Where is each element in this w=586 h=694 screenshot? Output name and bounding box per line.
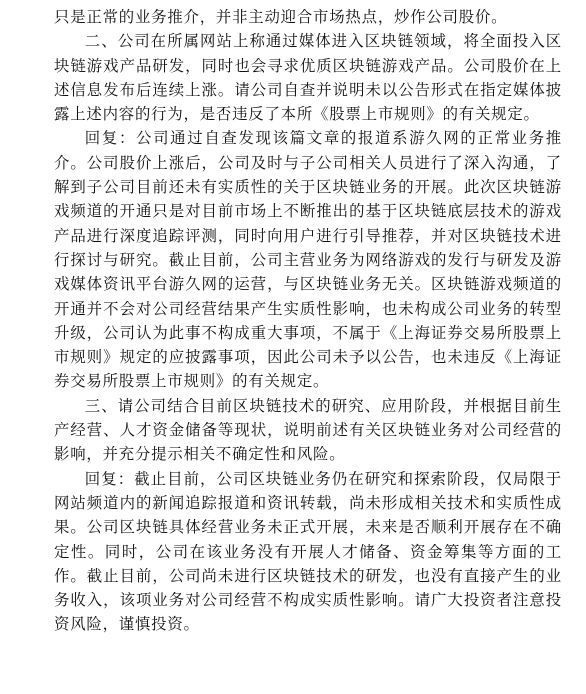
- paragraph-reply-two: 回复：公司通过自查发现该篇文章的报道系游久网的正常业务推介。公司股价上涨后，公司及时与子公司相关人员进行了深入沟通，了解到子公司目前还未有实质性的关于区块链业务的开展。此次区块链游戏频道的开通只是对目前市场上不断推出的基于区块链底层技术的游戏产品进行深度追踪评测，同时向用户进行引导推荐，并对区块链技术进行探讨与研究。截止目前，公司主营业务为网络游戏的发行与研发及游戏媒体资讯平台游久网的运营，与区块链业务无关。区块链游戏频道的开通并不会对公司经营结果产生实质性影响，也未构成公司业务的转型升级，公司认为此事不构成重大事项，不属于《上海证券交易所股票上市规则》规定的应披露事项，因此公司未予以公告，也未违反《上海证券交易所股票上市规则》的有关规定。: [54, 129, 562, 391]
- paragraph-reply-three: 回复：截止目前，公司区块链业务仍在研究和探索阶段，仅局限于网站频道内的新闻追踪报道和资讯转载，尚未形成相关技术和实质性成果。公司区块链具体经营业务未正式开展，未来是否顺利开展存在不确定性。同时，公司在该业务没有开展人才储备、资金筹集等方面的工作。截止目前，公司尚未进行区块链技术的研发，也没有直接产生的业务收入，该项业务对公司经营不构成实质性影响。请广大投资者注意投资风险，谨慎投资。: [54, 469, 562, 634]
- paragraph-continuation: 只是正常的业务推介，并非主动迎合市场热点，炒作公司股价。: [54, 8, 508, 26]
- paragraph-question-two: 二、公司在所属网站上称通过媒体进入区块链领域，将全面投入区块链游戏产品研发，同时也会寻求优质区块链游戏产品。公司股价在上述信息发布后连续上涨。请公司自查并说明未以公告形式在指定媒体披露上述内容的行为，是否违反了本所《股票上市规则》的有关规定。: [54, 32, 562, 124]
- paragraph-question-three: 三、请公司结合目前区块链技术的研究、应用阶段，并根据目前生产经营、人才资金储备等现状，说明前述有关区块链业务对公司经营的影响，并充分提示相关不确定性和风险。: [54, 396, 562, 464]
